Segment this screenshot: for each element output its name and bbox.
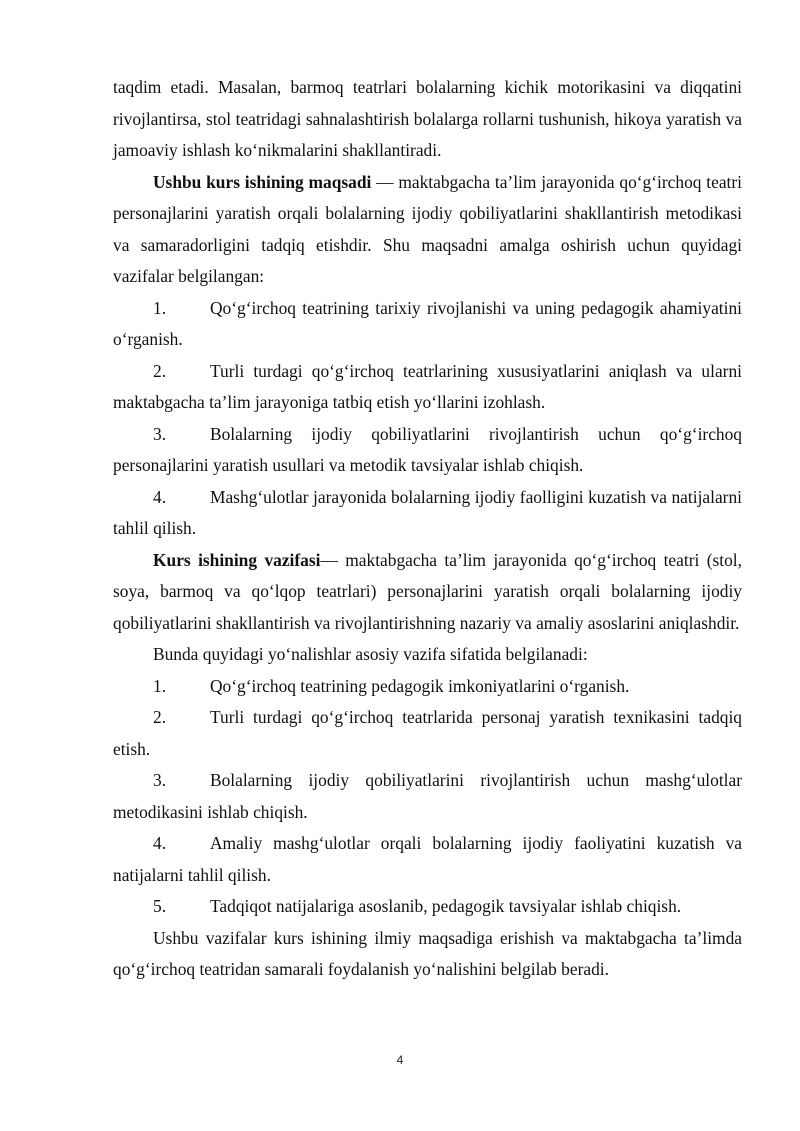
task-item-text: Turli turdagi qo‘g‘irchoq teatrlarida personaj yaratish texnikasini tadqiq etish. (113, 707, 742, 759)
task-item-text: Amaliy mashg‘ulotlar orqali bolalarning ijodiy faoliyatini kuzatish va natijalarni tahlil qilish. (113, 833, 742, 885)
page-number: 4 (396, 1053, 404, 1067)
aim-item-2 (113, 356, 742, 419)
intro-paragraph: taqdim etadi. Masalan, barmoq teatrlari bolalarning kichik motorikasini va diqqatini rivojlantirsa, stol teatridagi sahnalashtirish bolalarga rollarni tushunish, hikoya yaratish va jamoaviy ishlash ko‘nikmalarini shakllantiradi. (113, 77, 742, 160)
aim-item-number: 1. (153, 297, 167, 318)
aim-heading: Ushbu kurs ishining maqsadi (153, 171, 372, 192)
aim-item-4 (113, 482, 742, 545)
task-item-number: 2. (153, 707, 167, 727)
aim-item-number: 4. (153, 486, 167, 507)
aim-text: — maktabgacha ta’lim jarayonida qo‘g‘irchoq teatri personajlarini yaratish orqali bolalarning ijodiy qobiliyatlarini shakllantirish metodikasi va samaradorligini tadqiq etishdir. Shu maqsadni amalga oshirish uchun quyidagi vazifalar belgilangan: (113, 171, 742, 286)
task-item-text: Bolalarning ijodiy qobiliyatlarini rivojlantirish uchun mashg‘ulotlar metodikasini ishlab chiqish. (113, 770, 742, 822)
task-text: — maktabgacha ta’lim jarayonida qo‘g‘irchoq teatri (stol, soya, barmoq va qo‘lqop teatrlari) personajlarini yaratish orqali bolalarning ijodiy qobiliyatlarini shakllantirish va rivojlantirishning nazariy va amaliy asoslarini aniqlashdir. (113, 549, 742, 633)
closing-paragraph: Ushbu vazifalar kurs ishining ilmiy maqsadiga erishish va maktabgacha ta’limda qo‘g‘irchoq teatridan samarali foydalanish yo‘nalishini belgilab beradi. (113, 927, 742, 979)
aim-item-number: 3. (153, 423, 167, 444)
task-item-text: Qo‘g‘irchoq teatrining pedagogik imkoniyatlarini o‘rganish. (210, 675, 630, 696)
task-intro: Bunda quyidagi yo‘nalishlar asosiy vazifa sifatida belgilanadi: (153, 644, 588, 664)
aim-item-number: 2. (153, 360, 167, 381)
task-item-3 (113, 765, 742, 828)
aim-item-3 (113, 419, 742, 482)
task-item-number: 1. (153, 675, 167, 696)
task-item-number: 3. (153, 770, 167, 790)
task-item-2 (113, 702, 742, 765)
aim-item-text: Qo‘g‘irchoq teatrining tarixiy rivojlanishi va uning pedagogik ahamiyatini o‘rganish. (113, 297, 742, 349)
task-item-number: 4. (153, 833, 167, 853)
aim-item-text: Bolalarning ijodiy qobiliyatlarini rivojlantirish uchun qo‘g‘irchoq personajlarini yaratish usullari va metodik tavsiyalar ishlab chiqish. (113, 423, 742, 475)
task-item-4 (113, 828, 742, 891)
aim-item-1 (113, 293, 742, 356)
aim-item-text: Mashg‘ulotlar jarayonida bolalarning ijodiy faolligini kuzatish va natijalarni tahlil qilish. (113, 486, 742, 538)
aim-item-text: Turli turdagi qo‘g‘irchoq teatrlarining xususiyatlarini aniqlash va ularni maktabgacha ta’lim jarayoniga tatbiq etish yo‘llarini izohlash. (113, 360, 742, 412)
task-item-5 (113, 891, 742, 923)
task-item-number: 5. (153, 896, 167, 916)
task-item-1 (113, 671, 742, 703)
document-body (113, 72, 742, 986)
aim-paragraph (113, 167, 742, 293)
task-item-text: Tadqiqot natijalariga asoslanib, pedagogik tavsiyalar ishlab chiqish. (210, 896, 682, 916)
task-heading: Kurs ishining vazifasi (153, 549, 321, 570)
task-paragraph (113, 545, 742, 640)
